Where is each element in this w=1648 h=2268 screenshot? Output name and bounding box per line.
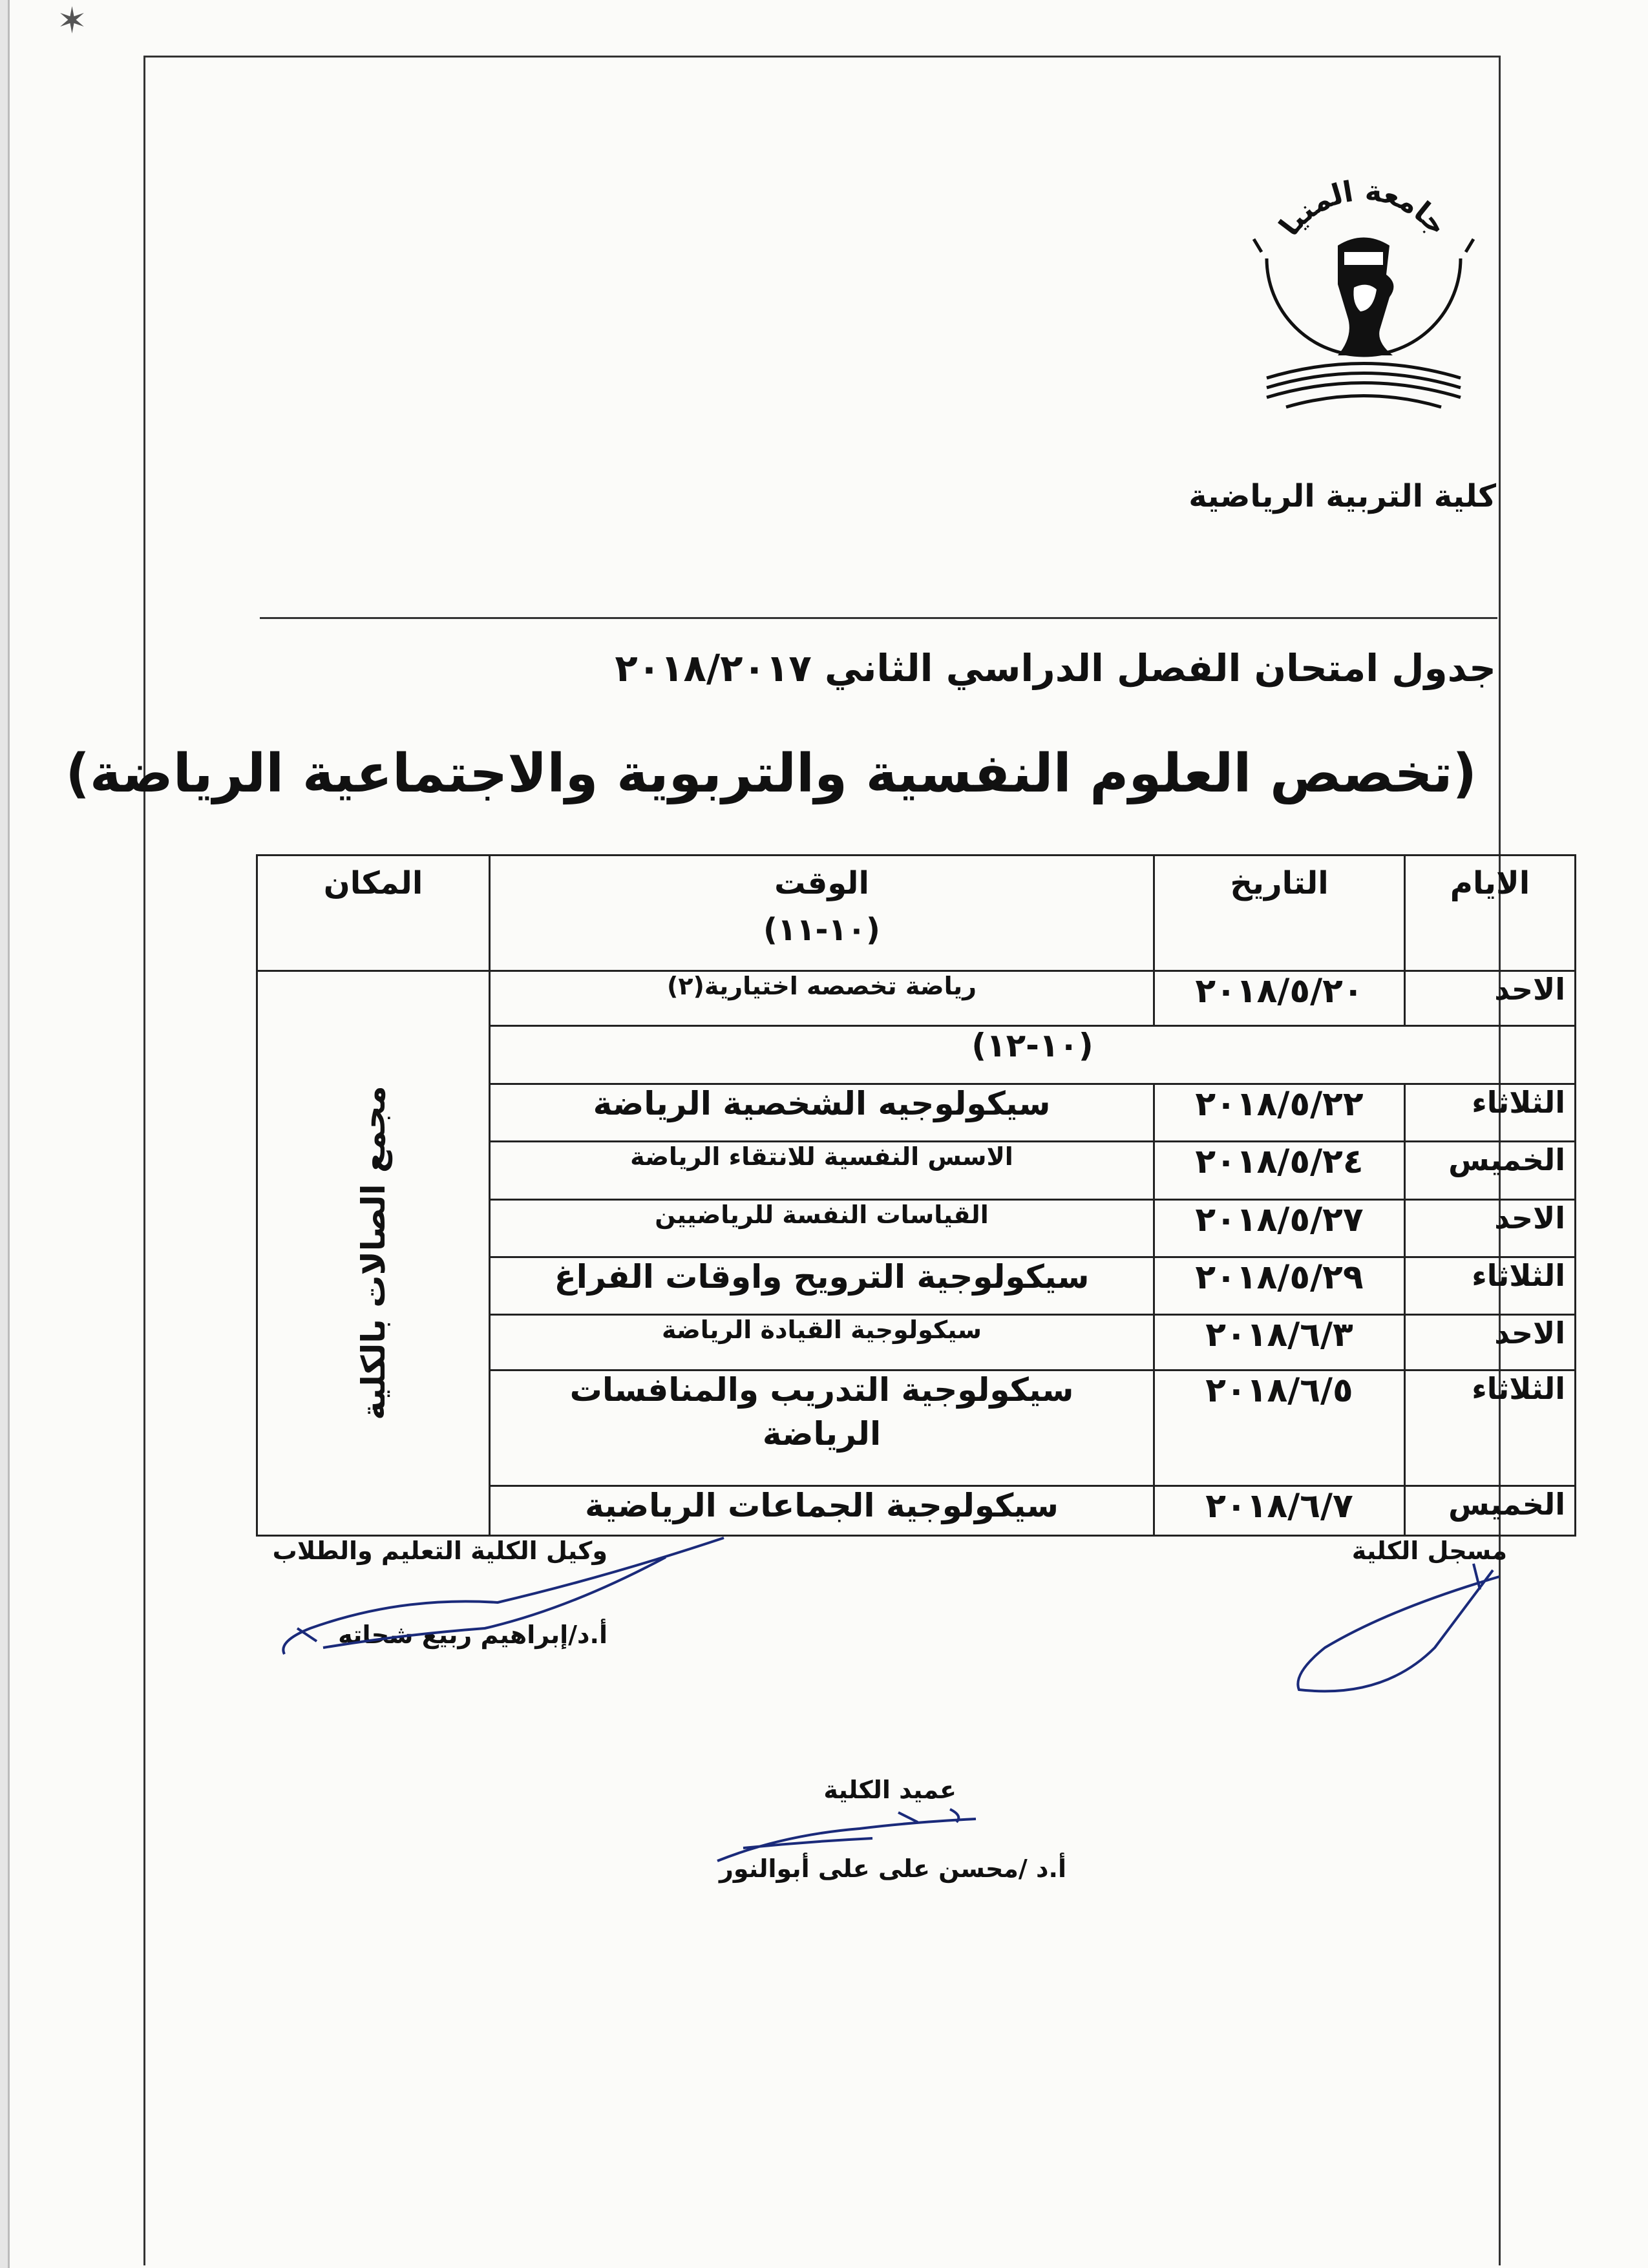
header-place: المكان [257, 856, 490, 971]
header-date: التاريخ [1154, 856, 1405, 971]
row-date: ٢٠١٨/٥/٢٤ [1154, 1142, 1405, 1199]
row-subject-line2: الرياضة [762, 1414, 882, 1453]
row-day: الثلاثاء [1405, 1370, 1576, 1486]
row-subject: سيكولوجية القيادة الرياضة [490, 1315, 1154, 1370]
document-subtitle: (تخصص العلوم النفسية والتربوية والاجتماعية الرياضة) [65, 743, 1477, 804]
header-divider [260, 617, 1497, 619]
place-cell [257, 971, 490, 1535]
row-day: الثلاثاء [1405, 1257, 1576, 1315]
header-time-range: (١٠-١١) [763, 912, 880, 948]
vice-dean-signature [271, 1512, 737, 1674]
header-time [490, 856, 1154, 971]
row-subject: القياسات النفسة للرياضيين [490, 1199, 1154, 1257]
dean-label: عميد الكلية [823, 1776, 956, 1804]
row-date: ٢٠١٨/٥/٢٢ [1154, 1084, 1405, 1141]
table-row [257, 971, 1576, 1025]
row-date: ٢٠١٨/٥/٢٩ [1154, 1257, 1405, 1315]
university-logo [1228, 162, 1499, 433]
row-day: الاحد [1405, 971, 1576, 1025]
time-band-range: (١٠-١٢) [490, 1026, 1576, 1084]
row-subject: الاسس النفسية للانتقاء الرياضة [490, 1142, 1154, 1199]
registrar-label: مسجل الكلية [1351, 1537, 1507, 1565]
faculty-name: كلية التربية الرياضية [1188, 478, 1496, 514]
registrar-signature [1286, 1551, 1519, 1706]
row-day: الخميس [1405, 1486, 1576, 1535]
place-value: مجمع الصالات بالكلية [354, 1086, 392, 1421]
document-title: جدول امتحان الفصل الدراسي الثاني ٢٠١٨/٢٠١٧ [615, 646, 1496, 690]
exam-schedule-table [256, 854, 1576, 1537]
row-day: الاحد [1405, 1315, 1576, 1370]
row-date: ٢٠١٨/٦/٥ [1154, 1370, 1405, 1486]
row-day: الاحد [1405, 1199, 1576, 1257]
row-day: الثلاثاء [1405, 1084, 1576, 1141]
scan-corner-mark: ✶ [57, 0, 87, 42]
vice-dean-name: أ.د/إبراهيم ربيع شحاته [338, 1621, 607, 1649]
svg-text:جامعة المنيا: جامعة المنيا [1273, 174, 1454, 242]
row-date: ٢٠١٨/٥/٢٠ [1154, 971, 1405, 1025]
table-header-row [257, 856, 1576, 971]
row-subject [490, 1370, 1154, 1486]
header-days: الايام [1405, 856, 1576, 971]
row-subject: رياضة تخصصه اختيارية(٢) [490, 971, 1154, 1025]
dean-name: أ.د /محسن على على أبوالنور [719, 1854, 1066, 1883]
row-subject-line1: سيكولوجية التدريب والمنافسات [569, 1370, 1074, 1409]
row-date: ٢٠١٨/٥/٢٧ [1154, 1199, 1405, 1257]
row-subject: سيكولوجية الترويح واوقات الفراغ [490, 1257, 1154, 1315]
row-date: ٢٠١٨/٦/٣ [1154, 1315, 1405, 1370]
dean-signature [704, 1803, 1028, 1874]
row-day: الخميس [1405, 1142, 1576, 1199]
vice-dean-label: وكيل الكلية التعليم والطلاب [272, 1537, 607, 1565]
header-time-label: الوقت [774, 865, 869, 901]
row-subject: سيكولوجيه الشخصية الرياضة [490, 1084, 1154, 1141]
scan-edge [0, 0, 10, 2268]
row-subject: سيكولوجية الجماعات الرياضية [490, 1486, 1154, 1535]
row-date: ٢٠١٨/٦/٧ [1154, 1486, 1405, 1535]
